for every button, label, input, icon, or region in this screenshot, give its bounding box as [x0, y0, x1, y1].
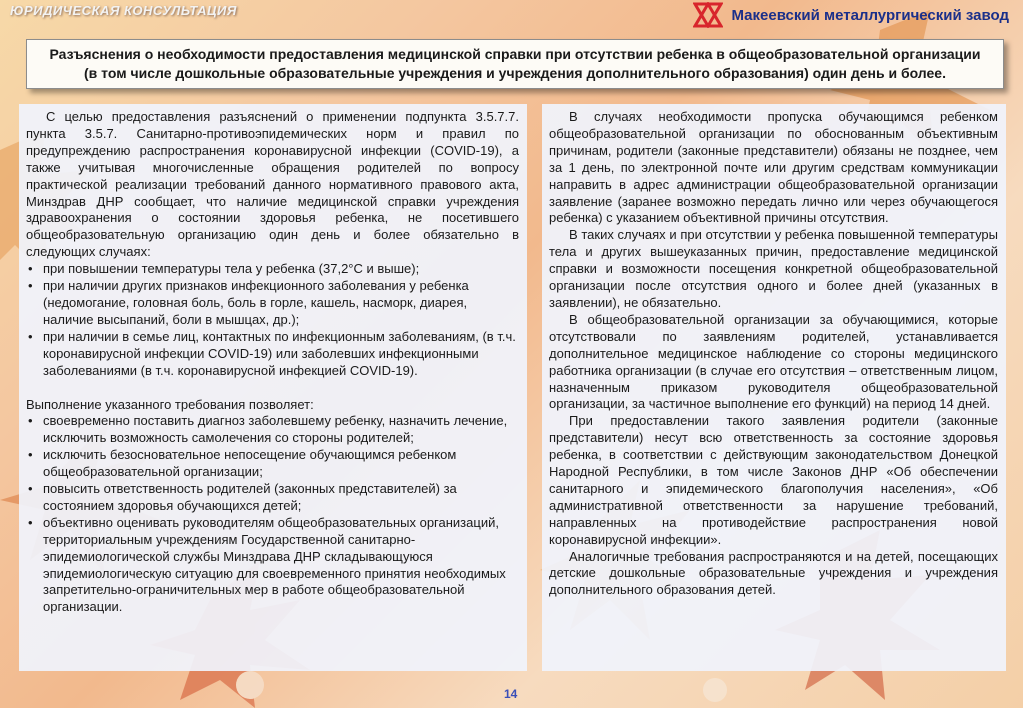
company-name: Макеевский металлургический завод: [731, 6, 1009, 24]
allows-list: [26, 413, 519, 616]
cases-list: [26, 261, 519, 379]
header: [0, 0, 1023, 24]
list-item: • своевременно поставить диагноз заболевшему ребенку, назначить лечение, исключить возможность самолечения со стороны родителей;: [26, 413, 519, 447]
paragraph: В общеобразовательной организации за обучающимися, которые отсутствовали по заявлениям родителей, устанавливается дополнительное медицинское наблюдение со стороны медицинского работника организации (в случае его отсутствия – ответственным лицом, назначенным приказом руководителя общеобразовательной организации, за частичное выполнение его функций) на период 14 дней.: [549, 311, 998, 412]
paragraph: Аналогичные требования распространяются и на детей, посещающих детские дошкольные образовательные учреждения и учреждения дополнительного образования детей.: [549, 548, 998, 598]
paragraph: В случаях необходимости пропуска обучающимся ребенком общеобразовательной организации по обоснованным объективным причинам, родители (законные представители) обязаны не позднее, чем за 1 день, по электронной почте или другим средствам коммуникации направить в адрес администрации общеобразовательной организации заявление (заранее возможно передать лично или через обучающегося ребенка) с указанием объективной причины отсутствия.: [549, 109, 998, 226]
list-item: • исключить безосновательное непосещение обучающимся ребенком общеобразовательной организации;: [26, 447, 519, 481]
list-item: • повысить ответственность родителей (законных представителей) за состоянием здоровья обучающихся детей;: [26, 481, 519, 515]
list-item: • объективно оценивать руководителям общеобразовательных организаций, территориальным учреждениям Государственной санитарно-эпидемиологической службы Минздрава ДНР складывающуюся эпидемиологическую ситуацию для своевременного принятия необходимых запретительно-ограничительных мер в работе общеобразовательной организации.: [26, 515, 519, 616]
section-label: ЮРИДИЧЕСКАЯ КОНСУЛЬТАЦИЯ: [10, 3, 237, 18]
mmz-logo-icon: [693, 2, 723, 28]
list-item: • при наличии в семье лиц, контактных по инфекционным заболеваниям, (в т.ч. коронавирусной инфекции COVID-19) или заболевших инфекционными заболеваниями (в т.ч. коронавирусной инфекцией COVID-19).: [26, 329, 519, 380]
page-title: [26, 39, 1004, 89]
company-brand: [693, 2, 1009, 28]
list-item: • при наличии других признаков инфекционного заболевания у ребенка (недомогание, головная боль, боль в горле, кашель, насморк, диарея, наличие высыпаний, боли в мышцах, др.);: [26, 278, 519, 329]
allows-heading: Выполнение указанного требования позволяет:: [26, 396, 314, 412]
intro-paragraph: С целью предоставления разъяснений о применении подпункта 3.5.7.7. пункта 3.5.7. Санитарно-противоэпидемических норм и правил по предупреждению распространения коронавирусной инфекции (COVID-19), а также учитывая многочисленные обращения родителей по вопросу практической реализации требований данного нормативного правового акта, Минздрав ДНР сообщает, что наличие медицинской справки учреждения здравоохранения о состоянии здоровья ребенка, не посетившего общеобразовательную организацию один день и более обязательно в следующих случаях:: [26, 109, 519, 260]
title-line-2: (в том числе дошкольные образовательные учреждения и учреждения дополнительного образования) один день и более.: [84, 65, 946, 81]
list-item: • при повышении температуры тела у ребенка (37,2°С и выше);: [26, 261, 519, 278]
right-column: [542, 104, 1006, 671]
left-column: [19, 104, 527, 671]
title-line-1: Разъяснения о необходимости предоставления медицинской справки при отсутствии ребенка в общеобразовательной организации: [49, 46, 981, 62]
page-number: 14: [504, 687, 518, 701]
paragraph: В таких случаях и при отсутствии у ребенка повышенной температуры тела и других вышеуказанных причин, предоставление медицинской справки и возможности посещения конкретной общеобразовательной организации после отсутствия одного и более дней (указанных в заявлении), не обязательно.: [549, 227, 998, 310]
paragraph: При предоставлении такого заявления родители (законные представители) несут всю ответственность за состояние здоровья ребенка, в соответствии с действующим законодательством Донецкой Народной Республики, в том числе Законов ДНР «Об обеспечении санитарного и эпидемического благополучия населения», «Об административной ответственности за нарушение требований, направленных на противодействие распространения новой коронавирусной инфекции».: [549, 413, 998, 547]
